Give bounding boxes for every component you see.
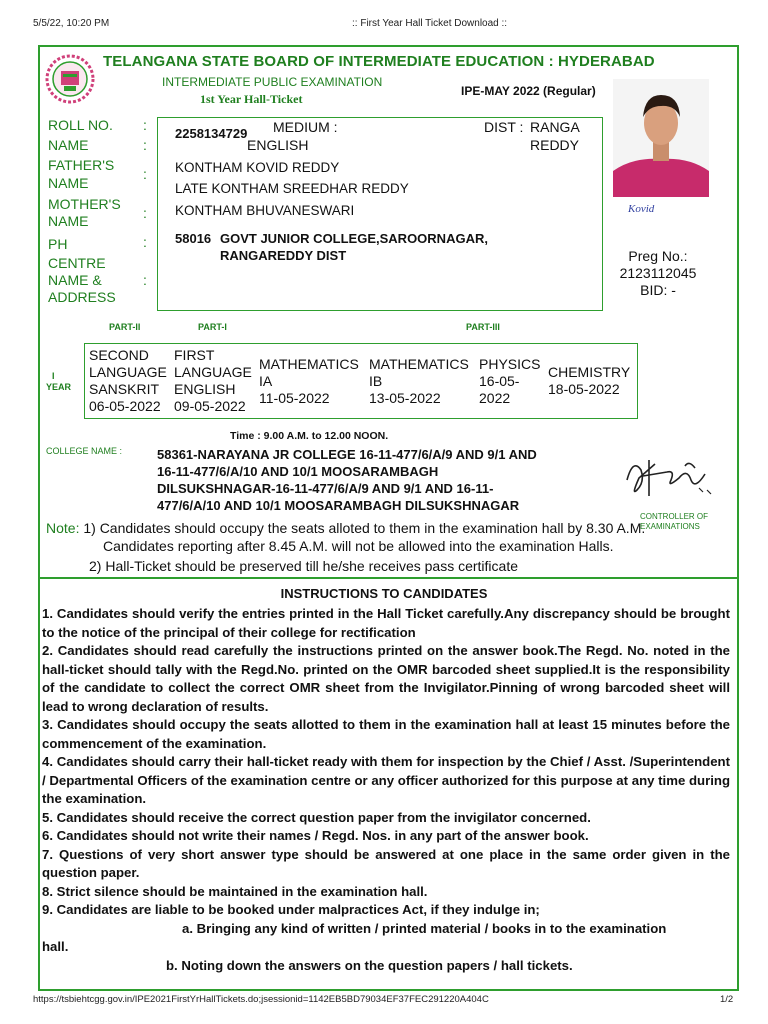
- subject-mathematics-ia: MATHEMATICS IA 11-05-2022: [259, 356, 359, 406]
- year-label-2: YEAR: [46, 382, 72, 392]
- ph-label: PH: [48, 236, 68, 252]
- centre-code: 58016: [175, 231, 212, 246]
- footer-url: https://tsbiehtcgg.gov.in/IPE2021FirstYrHallTickets.do;jsessionid=1142EB5BD79034EF37FEC291220A404C: [33, 994, 489, 1005]
- candidate-signature: Kovid: [628, 203, 655, 215]
- instruction-item: 3. Candidates should occupy the seats allotted to them in the examination hall at least 15 minutes before the commencement of the examination.: [42, 717, 730, 751]
- subject-mathematics-ib: MATHEMATICS IB 13-05-2022: [369, 356, 469, 406]
- dist-value-1: RANGA: [530, 119, 580, 135]
- college-label: COLLEGE NAME :: [46, 446, 123, 456]
- medium-value: ENGLISH: [247, 137, 309, 153]
- instruction-item: 4. Candidates should carry their hall-ticket ready with them for inspection by the Chief / Asst. /Superintendent / Departmental Officers of the examination centre or any officer authorized for this purpose at any time during the examination.: [42, 754, 730, 806]
- instructions-divider: [38, 577, 739, 579]
- instruction-item: 8. Strict silence should be maintained in the examination hall.: [42, 883, 428, 899]
- controller-signature: [615, 450, 720, 510]
- note-section: [46, 519, 645, 575]
- instruction-item: 6. Candidates should not write their names / Regd. Nos. in any part of the answer book.: [42, 828, 589, 843]
- print-page-title: :: First Year Hall Ticket Download ::: [352, 18, 508, 29]
- controller-label: CONTROLLER OF EXAMINATIONS: [640, 512, 709, 531]
- roll-no-label: ROLL NO.: [48, 117, 113, 133]
- part-3-label: PART-III: [466, 322, 500, 332]
- centre-label-1: CENTRE: [48, 255, 106, 271]
- instructions-title: INSTRUCTIONS TO CANDIDATES: [280, 586, 488, 601]
- mother-label-1: MOTHER'S: [48, 196, 121, 212]
- exam-time: Time : 9.00 A.M. to 12.00 NOON.: [230, 430, 389, 442]
- colon: :: [143, 234, 147, 250]
- year-label-1: I: [52, 371, 55, 381]
- colon: :: [143, 137, 147, 153]
- instruction-item: 9. Candidates are liable to be booked under malpractices Act, if they indulge in;: [42, 902, 540, 917]
- instruction-item: 2. Candidates should read carefully the instructions printed on the answer book.The Regd. No. noted in the hall-ticket should tally with the Regd.No. printed on the OMR barcoded sheet supplied.It is the responsibility of the candidate to collect the correct OMR sheet from the Invigilator.Pinning of wrong barcoded sheet will lead to wrong declaration of results.: [42, 643, 730, 714]
- print-datetime: 5/5/22, 10:20 PM: [33, 18, 110, 29]
- centre-label-3: ADDRESS: [48, 289, 116, 305]
- hall-ticket-label: 1st Year Hall-Ticket: [200, 92, 303, 106]
- instruction-sub-a: a. Bringing any kind of written / printed material / books in to the examination: [182, 920, 667, 936]
- medium-label: MEDIUM :: [273, 119, 338, 135]
- preg-label: Preg No.:: [628, 248, 688, 264]
- note-item-1a: 1) Candidates should occupy the seats alloted to them in the examination hall by 8.30 A.M.: [83, 520, 646, 536]
- instructions-list: [42, 605, 730, 975]
- note-item-2: 2) Hall-Ticket should be preserved till he/she receives pass certificate: [89, 558, 519, 574]
- footer-page: 1/2: [720, 994, 734, 1005]
- colon: :: [143, 272, 147, 288]
- subject-second-language: SECOND LANGUAGE SANSKRIT 06-05-2022: [89, 347, 167, 414]
- exam-session: IPE-MAY 2022 (Regular): [461, 84, 596, 98]
- subject-first-language: FIRST LANGUAGE ENGLISH 09-05-2022: [174, 347, 252, 414]
- board-title: TELANGANA STATE BOARD OF INTERMEDIATE EDUCATION : HYDERABAD: [103, 53, 655, 70]
- bid: BID: -: [640, 282, 676, 298]
- part-2-label: PART-II: [109, 322, 141, 332]
- instruction-sub-b: b. Noting down the answers on the question papers / hall tickets.: [166, 957, 573, 973]
- exam-name: INTERMEDIATE PUBLIC EXAMINATION: [162, 75, 383, 89]
- instruction-sub-a-cont: hall.: [42, 939, 69, 954]
- preg-no: 2123112045: [619, 265, 697, 281]
- father-name: LATE KONTHAM SREEDHAR REDDY: [175, 181, 409, 196]
- subject-chemistry: CHEMISTRY 18-05-2022: [548, 364, 631, 397]
- mother-name: KONTHAM BHUVANESWARI: [175, 203, 355, 218]
- dist-label: DIST :: [484, 119, 524, 135]
- instruction-item: 5. Candidates should receive the correct question paper from the invigilator concerned.: [42, 809, 591, 825]
- dist-value-2: REDDY: [530, 137, 580, 153]
- instruction-item: 7. Questions of very short answer type should be answered at one place in the same order given in the question paper.: [42, 846, 730, 880]
- candidate-name: KONTHAM KOVID REDDY: [175, 160, 340, 175]
- note-item-1b: Candidates reporting after 8.45 A.M. will not be allowed into the examination Halls.: [103, 538, 614, 554]
- mother-label-2: NAME: [48, 213, 89, 229]
- name-label: NAME: [48, 137, 89, 153]
- note-label: Note:: [46, 520, 80, 536]
- father-label-2: NAME: [48, 175, 89, 191]
- colon: :: [143, 166, 147, 182]
- father-label-1: FATHER'S: [48, 157, 115, 173]
- colon: :: [143, 117, 147, 133]
- instruction-item: 1. Candidates should verify the entries printed in the Hall Ticket carefully.Any discrepancy should be brought to the notice of the principal of their college for rectification: [42, 606, 730, 640]
- college-name: 58361-NARAYANA JR COLLEGE 16-11-477/6/A/9 AND 9/1 AND 16-11-477/6/A/10 AND 10/1 MOOSARAMBAGH DILSUKSHNAGAR-16-11-477/6/A/9 AND 9/1 AND 16-11- 477/6/A/10 AND 10/1 MOOSARAMBAGH DILSUKSHNAGAR: [157, 447, 537, 513]
- centre-name-2: RANGAREDDY DIST: [220, 248, 347, 263]
- roll-no-value: 2258134729: [175, 126, 248, 141]
- candidate-photo: [613, 79, 709, 197]
- part-1-label: PART-I: [198, 322, 227, 332]
- centre-name-1: GOVT JUNIOR COLLEGE,SAROORNAGAR,: [220, 231, 488, 246]
- board-logo-icon: [45, 54, 95, 104]
- centre-label-2: NAME &: [48, 272, 102, 288]
- colon: :: [143, 205, 147, 221]
- subject-physics: PHYSICS 16-05- 2022: [479, 356, 541, 406]
